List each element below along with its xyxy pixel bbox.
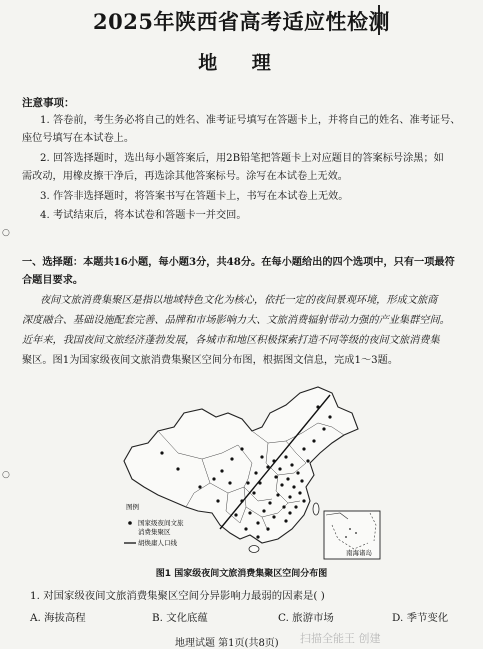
option-c: C. 旅游市场 (278, 612, 334, 624)
section1-heading: 一、选择题：本题共16小题，每小题3分，共48分。在每小题给出的四个选项中，只有一项最符 (22, 256, 455, 268)
binding-mark: ○ (2, 228, 10, 238)
china-map (118, 383, 386, 563)
passage-line: 聚区。图1为国家级夜间文旅消费集聚区空间分布图，根据图文信息，完成1～3题。 (22, 355, 399, 366)
passage-line: 近年来，我国夜间文旅经济蓬勃发展，各城市和地区积极探索打造不同等级的夜间文旅消费集 (22, 335, 440, 346)
notice-line: 4. 考试结束后，将本试卷和答题卡一并交回。 (40, 210, 247, 221)
inset-label: 南海诸岛 (346, 549, 372, 557)
question-1-stem: 1. 对国家级夜间文旅消费集聚区空间分异影响力最弱的因素是( ) (30, 590, 325, 602)
legend-line-label: 胡焕庸人口线 (138, 539, 177, 547)
option-b: B. 文化底蕴 (152, 612, 208, 624)
legend-dot-label-cont: 消费集聚区 (138, 528, 171, 536)
notice-heading: 注意事项： (22, 97, 75, 109)
taiwan-island (313, 503, 319, 515)
map-legend (124, 502, 184, 547)
scanner-watermark: 扫描全能王 创建 (300, 632, 381, 645)
china-map-figure (118, 383, 386, 563)
subject-title: 地 理 (198, 52, 285, 74)
notice-line: 座位号填写在本试卷上。 (22, 133, 135, 144)
legend-title: 图例 (126, 503, 139, 511)
option-d: D. 季节变化 (392, 612, 449, 624)
notice-line: 需改动，用橡皮擦干净后，再选涂其他答案标号。涂写在本试卷上无效。 (22, 171, 348, 182)
hainan-island (249, 546, 259, 553)
legend-dot-symbol (128, 521, 132, 525)
passage-line: 夜间文旅消费集聚区是指以地域特色文化为核心，依托一定的夜间景观环境，形成文旅商 (40, 295, 438, 306)
binding-mark: ○ (2, 470, 10, 480)
section1-heading-cont: 合题目要求。 (22, 274, 84, 286)
notice-line: 3. 作答非选择题时，将答案书写在答题卡上，书写在本试卷上无效。 (40, 191, 349, 202)
exam-title: 2025年陕西省高考适应性检测 (93, 9, 390, 34)
legend-dot-label: 国家级夜间文旅 (138, 519, 184, 527)
notice-line: 1. 答卷前，考生务必将自己的姓名、准考证号填写在答题卡上，并将自己的姓名、准考证号、 (40, 115, 461, 126)
figure-caption: 图1 国家级夜间文旅消费集聚区空间分布图 (155, 569, 328, 579)
south-china-sea-inset (324, 511, 380, 559)
page-footer: 地理试题 第1页(共8页) (175, 638, 279, 649)
passage-line: 深度融合、基础设施配套完善、品牌和市场影响力大、文旅消费辐射带动力强的产业集群空间。 (22, 315, 450, 326)
option-a: A. 海拔高程 (30, 612, 86, 624)
notice-line: 2. 回答选择题时，选出每小题答案后，用2B铅笔把答题卡上对应题目的答案标号涂黑；如 (40, 153, 444, 164)
